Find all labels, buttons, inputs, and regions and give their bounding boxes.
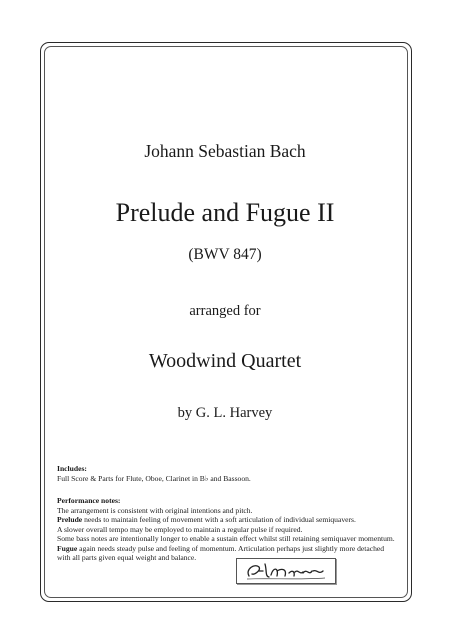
fugue-note: again needs steady pulse and feeling of momentum. Articulation perhaps just slightly more detached bbox=[77, 543, 385, 553]
performance-notes-heading: Performance notes: bbox=[57, 496, 121, 505]
notes-line-6: with all parts given equal weight and balance. bbox=[57, 553, 197, 562]
includes-text: Full Score & Parts for Flute, Oboe, Clarinet in B♭ and Bassoon. bbox=[57, 473, 251, 483]
signature-stamp bbox=[236, 558, 336, 584]
includes-section bbox=[57, 464, 397, 483]
ensemble-name: Woodwind Quartet bbox=[148, 350, 302, 372]
notes-line-4: Some bass notes are intentionally longer to enable a sustain effect whilst still retaining semiquaver momentum. bbox=[57, 534, 395, 543]
fugue-label: Fugue bbox=[57, 543, 78, 553]
handwritten-signature-icon bbox=[237, 559, 335, 583]
includes-heading: Includes: bbox=[57, 464, 87, 473]
work-title: Prelude and Fugue II bbox=[115, 198, 335, 227]
performance-notes-section bbox=[57, 496, 397, 563]
prelude-label: Prelude bbox=[57, 515, 83, 524]
arranged-for-label: arranged for bbox=[189, 303, 261, 319]
arranger-byline: by G. L. Harvey bbox=[177, 405, 273, 421]
notes-line-1: The arrangement is consistent with original intentions and pitch. bbox=[57, 505, 253, 515]
catalog-number: (BWV 847) bbox=[188, 246, 262, 263]
prelude-note: needs to maintain feeling of movement with a soft articulation of individual semiquavers. bbox=[82, 515, 356, 524]
notes-line-2 bbox=[57, 515, 397, 525]
composer-name: Johann Sebastian Bach bbox=[144, 141, 306, 161]
notes-line-5 bbox=[57, 544, 397, 554]
notes-line-3: A slower overall tempo may be employed to maintain a regular pulse if required. bbox=[57, 524, 303, 534]
